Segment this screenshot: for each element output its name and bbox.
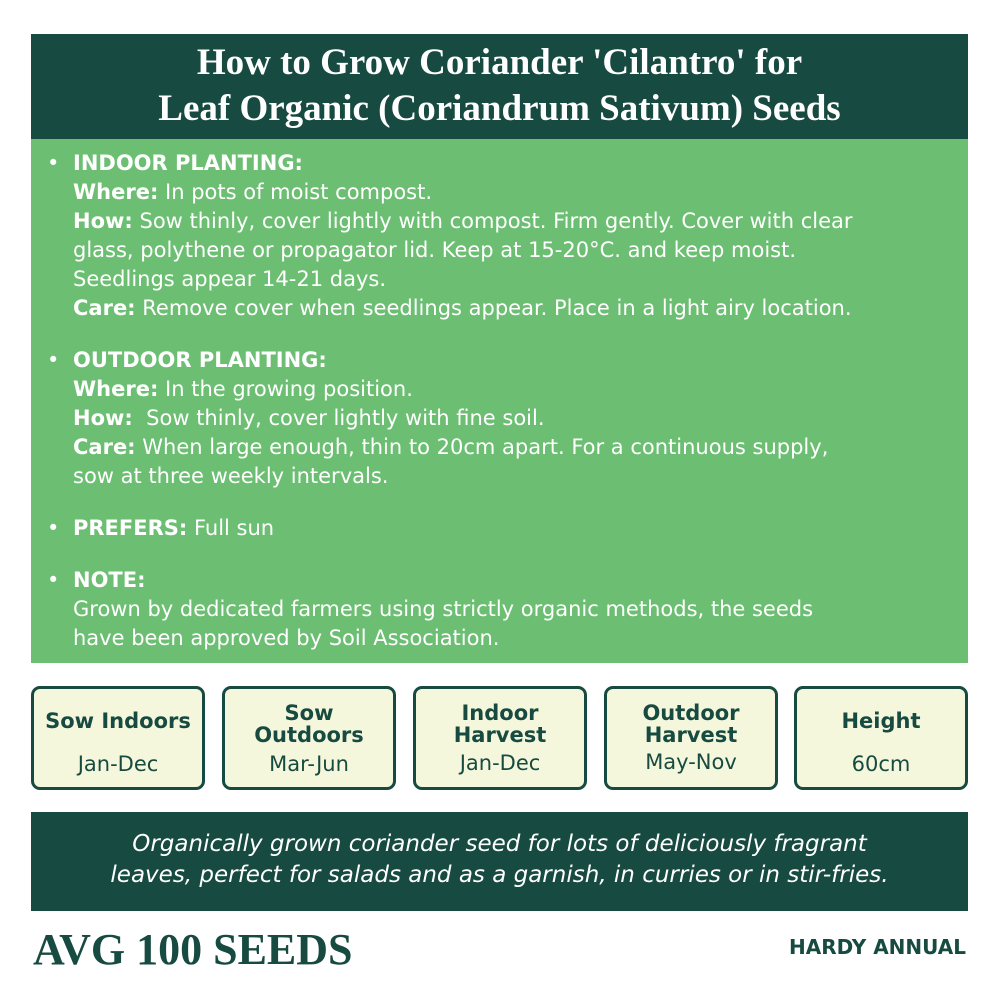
note-text-cont: have been approved by Soil Association. (73, 626, 500, 650)
bullet-icon: • (47, 516, 60, 540)
outdoor-planting-section (47, 346, 950, 491)
how-text: Sow thinly, cover lightly with compost. Firm gently. Cover with clear (132, 209, 853, 233)
outdoor-how (73, 404, 950, 433)
badge-value: Mar-Jun (269, 752, 349, 776)
badge-title: Sow Indoors (45, 709, 191, 733)
where-label: Where: (73, 180, 159, 204)
prefers-label: PREFERS: (73, 516, 188, 540)
where-label: Where: (73, 377, 159, 401)
seed-count: AVG 100 SEEDS (33, 925, 353, 974)
indoor-how (73, 207, 950, 236)
badge-title-2: Harvest (644, 723, 738, 747)
instructions-panel (31, 139, 968, 663)
indoor-heading: INDOOR PLANTING: (73, 151, 303, 175)
badge-title: Outdoor (642, 701, 740, 725)
outdoor-heading: OUTDOOR PLANTING: (73, 348, 327, 372)
bullet-icon: • (47, 151, 60, 175)
description-line-2: leaves, perfect for salads and as a garnish, in curries or in stir-fries. (110, 862, 889, 888)
description-banner (31, 812, 968, 911)
outdoor-care-cont: sow at three weekly intervals. (73, 464, 389, 488)
badge-height (794, 686, 968, 790)
bullet-icon: • (47, 568, 60, 592)
note-section (47, 566, 950, 653)
care-text: Remove cover when seedlings appear. Place in a light airy location. (135, 296, 852, 320)
indoor-how-cont: glass, polythene or propagator lid. Keep at 15-20°C. and keep moist. (73, 238, 797, 262)
badge-value: May-Nov (645, 750, 737, 774)
indoor-how-cont-2: Seedlings appear 14-21 days. (73, 267, 386, 291)
indoor-care (73, 294, 950, 323)
badge-sow-outdoors (222, 686, 396, 790)
indoor-planting-section (47, 149, 950, 323)
how-label: How: (73, 209, 133, 233)
plant-type: HARDY ANNUAL (788, 935, 966, 959)
badge-title: Sow (284, 701, 334, 725)
note-text: Grown by dedicated farmers using strictly organic methods, the seeds (73, 597, 814, 621)
where-text: In pots of moist compost. (158, 180, 433, 204)
bullet-icon: • (47, 348, 60, 372)
title-line-2: Leaf Organic (Coriandrum Sativum) Seeds (158, 88, 841, 129)
badge-title-2: Outdoors (254, 723, 364, 747)
prefers-section (47, 514, 950, 543)
care-text: When large enough, thin to 20cm apart. For a continuous supply, (135, 435, 829, 459)
description-line-1: Organically grown coriander seed for lots of deliciously fragrant (132, 831, 867, 857)
badge-outdoor-harvest (604, 686, 778, 790)
care-label: Care: (73, 296, 136, 320)
badge-value: Jan-Dec (459, 751, 541, 775)
how-text: Sow thinly, cover lightly with fine soil. (132, 406, 545, 430)
note-heading: NOTE: (73, 568, 146, 592)
badge-indoor-harvest (413, 686, 587, 790)
badge-sow-indoors (31, 686, 205, 790)
badge-title: Indoor (461, 701, 539, 725)
badge-title-2: Harvest (453, 723, 547, 747)
care-label: Care: (73, 435, 136, 459)
indoor-where (73, 178, 950, 207)
outdoor-where (73, 375, 950, 404)
title-line-1: How to Grow Coriander 'Cilantro' for (196, 42, 803, 83)
growing-calendar (31, 686, 968, 790)
badge-value: 60cm (851, 752, 911, 776)
how-label: How: (73, 406, 133, 430)
page-title (31, 34, 968, 139)
badge-title: Height (841, 709, 921, 733)
where-text: In the growing position. (158, 377, 413, 401)
outdoor-care (73, 433, 950, 462)
prefers-text: Full sun (187, 516, 275, 540)
badge-value: Jan-Dec (77, 752, 159, 776)
